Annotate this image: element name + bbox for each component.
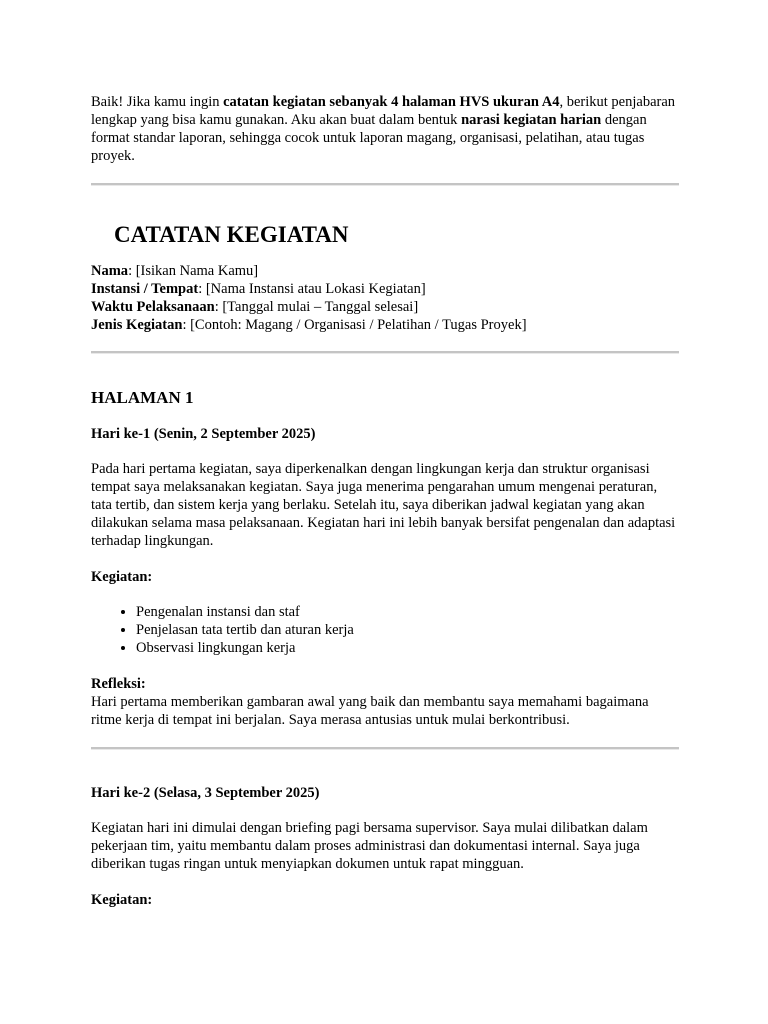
divider [91,747,679,749]
intro-text-2: , berikut penjabaran lengkap yang bisa kamu gunakan. Aku akan buat dalam bentuk [91,94,676,128]
meta-label: Waktu Pelaksanaan [91,299,215,315]
meta-value: : [Contoh: Magang / Organisasi / Pelatihan / Tugas Proyek] [182,317,527,333]
meta-row-nama [91,262,679,280]
activities-list [91,603,679,657]
list-item: • Pengenalan instansi dan staf [136,603,679,621]
page-heading: HALAMAN 1 [91,388,194,407]
intro-bold-2: narasi kegiatan harian [461,112,602,128]
meta-value: : [Tanggal mulai – Tanggal selesai] [214,299,419,315]
meta-value: : [Nama Instansi atau Lokasi Kegiatan] [198,281,426,297]
document-title: CATATAN KEGIATAN [114,222,349,247]
activities-label: Kegiatan: [91,569,153,585]
meta-label: Nama [91,263,129,279]
reflection-label: Refleksi: [91,676,146,692]
day-heading: Hari ke-1 (Senin, 2 September 2025) [91,426,316,442]
divider [91,183,679,185]
meta-row-instansi [91,280,679,298]
day-narrative: Pada hari pertama kegiatan, saya diperkenalkan dengan lingkungan kerja dan struktur organisasi tempat saya melaksanakan kegiatan. Saya juga menerima pengarahan umum mengenai peraturan, tata tertib, dan sistem kerja yang berlaku. Setelah itu, saya diberikan jadwal kegiatan yang akan dilakukan selama masa pelaksanaan. Kegiatan hari ini lebih banyak bersifat pengenalan dan adaptasi terhadap lingkungan. [91,461,676,549]
intro-text-3: dengan format standar laporan, sehingga cocok untuk laporan magang, organisasi, pelatihan, atau tugas proyek. [91,112,647,164]
meta-label: Instansi / Tempat [91,281,199,297]
day-narrative: Kegiatan hari ini dimulai dengan briefing pagi bersama supervisor. Saya mulai dilibatkan dalam pekerjaan tim, yaitu membantu dalam proses administrasi dan dokumentasi internal. Saya juga diberikan tugas ringan untuk menyiapkan dokumen untuk rapat mingguan. [91,820,648,872]
meta-value: : [Isikan Nama Kamu] [128,263,259,279]
divider [91,351,679,353]
meta-label: Jenis Kegiatan [91,317,183,333]
list-item: • Penjelasan tata tertib dan aturan kerja [136,621,679,639]
intro-bold-1: catatan kegiatan sebanyak 4 halaman HVS ukuran A4 [223,94,560,110]
day-heading: Hari ke-2 (Selasa, 3 September 2025) [91,785,320,801]
activities-label: Kegiatan: [91,892,153,908]
reflection-text: Hari pertama memberikan gambaran awal yang baik dan membantu saya memahami bagaimana ritme kerja di tempat ini berjalan. Saya merasa antusias untuk mulai berkontribusi. [91,694,649,728]
meta-block [91,262,679,334]
document-page [91,93,679,909]
intro-paragraph [91,93,679,165]
intro-text-1: Baik! Jika kamu ingin [91,94,224,110]
list-item: • Observasi lingkungan kerja [136,639,679,657]
meta-row-waktu [91,298,679,316]
meta-row-jenis [91,316,679,334]
